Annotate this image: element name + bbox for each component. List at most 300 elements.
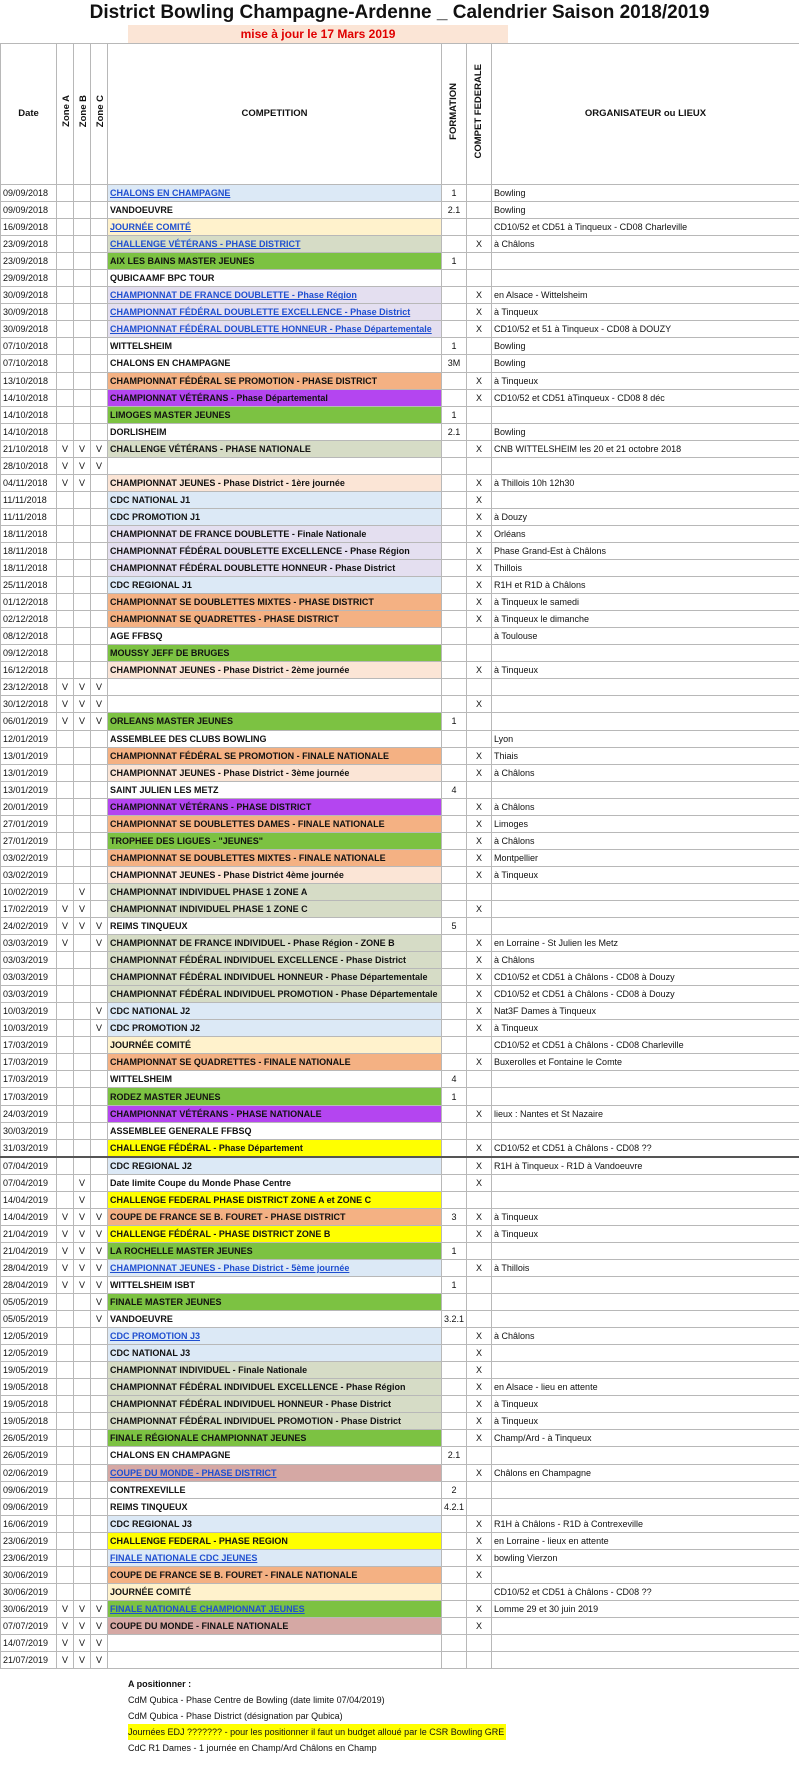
date-cell: 11/11/2018 xyxy=(1,491,57,508)
zone-a-cell xyxy=(57,202,74,219)
update-date-banner: mise à jour le 17 Mars 2019 xyxy=(128,25,508,43)
compet-federale-cell xyxy=(467,713,492,730)
zone-b-cell xyxy=(74,1362,91,1379)
table-row xyxy=(1,508,799,525)
competition-cell: CONTREXEVILLE xyxy=(108,1481,442,1498)
table-row xyxy=(1,560,799,577)
date-cell: 02/12/2018 xyxy=(1,611,57,628)
formation-cell: 1 xyxy=(442,713,467,730)
zone-b-cell xyxy=(74,798,91,815)
formation-cell xyxy=(442,1566,467,1583)
competition-cell: JOURNÉE COMITÉ xyxy=(108,1583,442,1600)
competition-cell[interactable]: FINALE NATIONALE CHAMPIONNAT JEUNES xyxy=(108,1600,442,1617)
zone-a-cell xyxy=(57,1157,74,1175)
organisateur-cell xyxy=(492,1191,799,1208)
table-row xyxy=(1,1652,799,1669)
table-row xyxy=(1,1430,799,1447)
formation-header: FORMATION xyxy=(442,44,467,185)
date-cell: 29/09/2018 xyxy=(1,270,57,287)
compet-federale-cell xyxy=(467,406,492,423)
competition-cell[interactable]: COUPE DU MONDE - PHASE DISTRICT xyxy=(108,1464,442,1481)
organisateur-cell: en Alsace - Wittelsheim xyxy=(492,287,799,304)
page-title: District Bowling Champagne-Ardenne _ Calendrier Saison 2018/2019 xyxy=(89,2,710,23)
zone-b-cell: V xyxy=(74,457,91,474)
zone-c-cell xyxy=(91,1566,108,1583)
zone-c-cell xyxy=(91,321,108,338)
competition-cell: CHAMPIONNAT INDIVIDUEL - Finale Nationale xyxy=(108,1362,442,1379)
formation-cell xyxy=(442,1515,467,1532)
zone-a-cell xyxy=(57,321,74,338)
competition-cell: CHAMPIONNAT JEUNES - Phase District - 1ère journée xyxy=(108,474,442,491)
date-cell: 07/04/2019 xyxy=(1,1174,57,1191)
table-row xyxy=(1,781,799,798)
zone-a-cell: V xyxy=(57,696,74,713)
formation-cell xyxy=(442,1532,467,1549)
zone-c-cell: V xyxy=(91,679,108,696)
competition-cell: CHAMPIONNAT JEUNES - Phase District 4ème journée xyxy=(108,866,442,883)
organisateur-cell: R1H à Châlons - R1D à Contrexeville xyxy=(492,1515,799,1532)
zone-a-cell xyxy=(57,747,74,764)
compet-federale-cell xyxy=(467,423,492,440)
date-cell: 03/02/2019 xyxy=(1,866,57,883)
competition-cell: CHAMPIONNAT JEUNES - Phase District - 3ème journée xyxy=(108,764,442,781)
zone-c-cell xyxy=(91,1464,108,1481)
zone-b-cell xyxy=(74,1020,91,1037)
zone-b-cell xyxy=(74,1379,91,1396)
date-cell: 30/12/2018 xyxy=(1,696,57,713)
competition-cell: CHAMPIONNAT SE DOUBLETTES DAMES - FINALE NATIONALE xyxy=(108,815,442,832)
competition-cell: CHAMPIONNAT FÉDÉRAL SE PROMOTION - FINALE NATIONALE xyxy=(108,747,442,764)
organisateur-cell: CD10/52 et CD51 à Tinqueux - CD08 Charleville xyxy=(492,219,799,236)
zone-a-cell xyxy=(57,1481,74,1498)
zone-a-cell xyxy=(57,1396,74,1413)
table-row xyxy=(1,1088,799,1105)
organisateur-cell xyxy=(492,1362,799,1379)
zone-c-cell: V xyxy=(91,1259,108,1276)
organisateur-cell xyxy=(492,645,799,662)
zone-a-cell xyxy=(57,866,74,883)
date-cell: 14/07/2019 xyxy=(1,1634,57,1651)
formation-cell: 4 xyxy=(442,781,467,798)
zone-a-cell xyxy=(57,1328,74,1345)
organisateur-cell: R1H à Tinqueux - R1D à Vandoeuvre xyxy=(492,1157,799,1175)
date-cell: 30/09/2018 xyxy=(1,321,57,338)
formation-cell xyxy=(442,236,467,253)
zone-c-cell xyxy=(91,1430,108,1447)
zone-a-cell xyxy=(57,1054,74,1071)
formation-cell xyxy=(442,1225,467,1242)
zone-c-cell xyxy=(91,253,108,270)
notes-lines xyxy=(128,1692,748,1756)
competition-cell: CHAMPIONNAT FÉDÉRAL INDIVIDUEL HONNEUR - Phase Départementale xyxy=(108,969,442,986)
compet-federale-cell xyxy=(467,781,492,798)
zone-c-cell xyxy=(91,1396,108,1413)
compet-federale-cell xyxy=(467,1071,492,1088)
formation-cell xyxy=(442,1549,467,1566)
organisateur-cell: à Tinqueux le samedi xyxy=(492,594,799,611)
zone-b-cell xyxy=(74,969,91,986)
table-row xyxy=(1,918,799,935)
formation-cell xyxy=(442,1379,467,1396)
zone-a-cell xyxy=(57,1583,74,1600)
compet-federale-cell xyxy=(467,1277,492,1294)
competition-cell: CHALLENGE FÉDÉRAL - Phase Département xyxy=(108,1139,442,1157)
date-cell: 09/09/2018 xyxy=(1,185,57,202)
date-cell: 28/04/2019 xyxy=(1,1277,57,1294)
organisateur-cell: CD10/52 et CD51 à Châlons - CD08 à Douzy xyxy=(492,986,799,1003)
table-row xyxy=(1,1447,799,1464)
date-cell: 27/01/2019 xyxy=(1,832,57,849)
formation-cell xyxy=(442,611,467,628)
competition-cell: VANDOEUVRE xyxy=(108,1311,442,1328)
date-cell: 25/11/2018 xyxy=(1,577,57,594)
compet-federale-cell: X xyxy=(467,1225,492,1242)
compet-federale-cell xyxy=(467,457,492,474)
competition-cell: CHAMPIONNAT INDIVIDUEL PHASE 1 ZONE C xyxy=(108,900,442,917)
organisateur-cell: CD10/52 et 51 à Tinqueux - CD08 à DOUZY xyxy=(492,321,799,338)
formation-cell xyxy=(442,1345,467,1362)
table-row xyxy=(1,798,799,815)
formation-cell: 3 xyxy=(442,1208,467,1225)
table-row xyxy=(1,1054,799,1071)
competition-cell: CHAMPIONNAT INDIVIDUEL PHASE 1 ZONE A xyxy=(108,883,442,900)
zone-b-cell xyxy=(74,1328,91,1345)
table-row xyxy=(1,1515,799,1532)
zone-c-cell xyxy=(91,270,108,287)
competition-cell: TROPHEE DES LIGUES - "JEUNES" xyxy=(108,832,442,849)
zone-a-cell xyxy=(57,1037,74,1054)
competition-cell[interactable]: CHAMPIONNAT DE FRANCE DOUBLETTE - Phase Région xyxy=(108,287,442,304)
table-row xyxy=(1,355,799,372)
compet-federale-cell: X xyxy=(467,1020,492,1037)
zone-a-cell: V xyxy=(57,1225,74,1242)
zone-a-cell xyxy=(57,185,74,202)
zone-b-cell xyxy=(74,1413,91,1430)
table-row xyxy=(1,883,799,900)
zone-b-cell xyxy=(74,270,91,287)
competition-cell: CHALONS EN CHAMPAGNE xyxy=(108,355,442,372)
formation-cell xyxy=(442,1583,467,1600)
compet-federale-cell xyxy=(467,1583,492,1600)
competition-cell: VANDOEUVRE xyxy=(108,202,442,219)
compet-federale-cell: X xyxy=(467,321,492,338)
date-cell: 10/03/2019 xyxy=(1,1020,57,1037)
organisateur-cell: CD10/52 et CD51 à Châlons - CD08 ?? xyxy=(492,1139,799,1157)
compet-federale-cell xyxy=(467,253,492,270)
zone-c-cell xyxy=(91,764,108,781)
formation-cell xyxy=(442,219,467,236)
formation-cell xyxy=(442,662,467,679)
zone-a-cell: V xyxy=(57,1208,74,1225)
organisateur-cell: à Thillois xyxy=(492,1259,799,1276)
date-cell: 10/03/2019 xyxy=(1,1003,57,1020)
competition-cell: CHAMPIONNAT FÉDÉRAL INDIVIDUEL EXCELLENCE - Phase District xyxy=(108,952,442,969)
zone-a-cell xyxy=(57,304,74,321)
zone-a-cell xyxy=(57,781,74,798)
zone-c-cell xyxy=(91,645,108,662)
compet-federale-cell xyxy=(467,1498,492,1515)
organisateur-cell: à Châlons xyxy=(492,236,799,253)
competition-cell[interactable]: CDC PROMOTION J3 xyxy=(108,1328,442,1345)
competition-cell[interactable]: CHAMPIONNAT FÉDÉRAL DOUBLETTE HONNEUR - Phase Départementale xyxy=(108,321,442,338)
zone-b-cell xyxy=(74,1515,91,1532)
formation-cell xyxy=(442,287,467,304)
date-cell: 16/09/2018 xyxy=(1,219,57,236)
date-cell: 21/07/2019 xyxy=(1,1652,57,1669)
formation-cell xyxy=(442,696,467,713)
organisateur-cell: Bowling xyxy=(492,202,799,219)
zone-c-cell xyxy=(91,1088,108,1105)
zone-c-cell: V xyxy=(91,1020,108,1037)
table-row xyxy=(1,1157,799,1175)
table-row xyxy=(1,1208,799,1225)
zone-a-cell xyxy=(57,1105,74,1122)
zone-a-cell xyxy=(57,560,74,577)
zone-b-cell: V xyxy=(74,900,91,917)
competition-cell[interactable]: JOURNÉE COMITÉ xyxy=(108,219,442,236)
compet-federale-cell: X xyxy=(467,1617,492,1634)
zone-b-cell: V xyxy=(74,1634,91,1651)
table-row xyxy=(1,747,799,764)
zone-a-cell: V xyxy=(57,1634,74,1651)
zone-c-cell xyxy=(91,662,108,679)
formation-cell xyxy=(442,1294,467,1311)
competition-cell: CHAMPIONNAT FÉDÉRAL SE PROMOTION - PHASE DISTRICT xyxy=(108,372,442,389)
table-row xyxy=(1,304,799,321)
organisateur-cell xyxy=(492,1294,799,1311)
date-cell: 21/04/2019 xyxy=(1,1225,57,1242)
date-cell: 06/01/2019 xyxy=(1,713,57,730)
competition-cell: CHAMPIONNAT SE DOUBLETTES MIXTES - FINALE NATIONALE xyxy=(108,849,442,866)
competition-cell: CHAMPIONNAT FÉDÉRAL DOUBLETTE EXCELLENCE - Phase Région xyxy=(108,542,442,559)
competition-cell[interactable]: FINALE NATIONALE CDC JEUNES xyxy=(108,1549,442,1566)
organisateur-cell: Thillois xyxy=(492,560,799,577)
date-cell: 18/11/2018 xyxy=(1,542,57,559)
zone-a-header: Zone A xyxy=(57,44,74,185)
table-row xyxy=(1,321,799,338)
organisateur-cell: Bowling xyxy=(492,423,799,440)
zone-b-cell xyxy=(74,594,91,611)
formation-cell xyxy=(442,1464,467,1481)
competition-cell: FINALE RÉGIONALE CHAMPIONNAT JEUNES xyxy=(108,1430,442,1447)
date-cell: 28/10/2018 xyxy=(1,457,57,474)
zone-b-cell xyxy=(74,560,91,577)
zone-c-cell xyxy=(91,1583,108,1600)
zone-c-cell xyxy=(91,730,108,747)
zone-b-cell xyxy=(74,355,91,372)
organisateur-cell xyxy=(492,900,799,917)
competition-cell: CHAMPIONNAT JEUNES - Phase District - 2ème journée xyxy=(108,662,442,679)
competition-cell: CDC NATIONAL J3 xyxy=(108,1345,442,1362)
table-row xyxy=(1,474,799,491)
compet-federale-cell: X xyxy=(467,1515,492,1532)
zone-b-cell: V xyxy=(74,713,91,730)
zone-c-cell xyxy=(91,1515,108,1532)
zone-c-cell xyxy=(91,1157,108,1175)
table-row xyxy=(1,287,799,304)
formation-cell xyxy=(442,1617,467,1634)
zone-b-cell xyxy=(74,1003,91,1020)
competition-cell: CHALONS EN CHAMPAGNE xyxy=(108,1447,442,1464)
formation-cell xyxy=(442,1600,467,1617)
table-row xyxy=(1,1122,799,1139)
competition-cell xyxy=(108,457,442,474)
organisateur-cell: à Thillois 10h 12h30 xyxy=(492,474,799,491)
calendar-table xyxy=(0,43,799,1669)
organisateur-cell: à Châlons xyxy=(492,832,799,849)
table-row xyxy=(1,1617,799,1634)
organisateur-cell: Bowling xyxy=(492,185,799,202)
formation-cell xyxy=(442,832,467,849)
table-row xyxy=(1,1037,799,1054)
organisateur-cell xyxy=(492,1652,799,1669)
table-row xyxy=(1,1242,799,1259)
competition-cell[interactable]: CHAMPIONNAT FÉDÉRAL DOUBLETTE EXCELLENCE - Phase District xyxy=(108,304,442,321)
date-cell: 14/10/2018 xyxy=(1,406,57,423)
compet-federale-cell: X xyxy=(467,1396,492,1413)
zone-a-cell xyxy=(57,628,74,645)
competition-cell: CDC NATIONAL J2 xyxy=(108,1003,442,1020)
zone-a-cell xyxy=(57,611,74,628)
zone-b-cell xyxy=(74,1071,91,1088)
date-cell: 07/04/2019 xyxy=(1,1157,57,1175)
compet-federale-cell: X xyxy=(467,764,492,781)
compet-federale-cell xyxy=(467,918,492,935)
competition-cell: LIMOGES MASTER JEUNES xyxy=(108,406,442,423)
formation-cell: 5 xyxy=(442,918,467,935)
competition-cell: CHALLENGE VÉTÉRANS - PHASE NATIONALE xyxy=(108,440,442,457)
date-cell: 02/06/2019 xyxy=(1,1464,57,1481)
header-row xyxy=(1,44,799,185)
compet-federale-cell: X xyxy=(467,1464,492,1481)
table-row xyxy=(1,815,799,832)
formation-cell: 3.2.1 xyxy=(442,1311,467,1328)
date-cell: 31/03/2019 xyxy=(1,1139,57,1157)
table-row xyxy=(1,1311,799,1328)
formation-cell xyxy=(442,815,467,832)
organisateur-cell: Montpellier xyxy=(492,849,799,866)
date-cell: 28/04/2019 xyxy=(1,1259,57,1276)
table-row xyxy=(1,1413,799,1430)
competition-cell: DORLISHEIM xyxy=(108,423,442,440)
formation-cell: 1 xyxy=(442,338,467,355)
notes-section xyxy=(128,1676,748,1756)
date-cell: 01/12/2018 xyxy=(1,594,57,611)
organisateur-cell xyxy=(492,1122,799,1139)
formation-cell xyxy=(442,1105,467,1122)
zone-a-cell xyxy=(57,730,74,747)
zone-a-cell xyxy=(57,1379,74,1396)
competition-cell xyxy=(108,1652,442,1669)
zone-b-cell xyxy=(74,781,91,798)
formation-cell xyxy=(442,764,467,781)
table-row xyxy=(1,1259,799,1276)
competition-cell: AIX LES BAINS MASTER JEUNES xyxy=(108,253,442,270)
zone-b-cell xyxy=(74,389,91,406)
zone-a-cell xyxy=(57,525,74,542)
zone-a-cell xyxy=(57,338,74,355)
zone-a-cell: V xyxy=(57,1277,74,1294)
zone-b-cell xyxy=(74,304,91,321)
zone-a-cell xyxy=(57,1498,74,1515)
organisateur-cell xyxy=(492,781,799,798)
zone-a-cell xyxy=(57,986,74,1003)
zone-c-cell xyxy=(91,969,108,986)
formation-cell xyxy=(442,542,467,559)
compet-federale-cell: X xyxy=(467,849,492,866)
competition-cell: REIMS TINQUEUX xyxy=(108,918,442,935)
zone-c-cell xyxy=(91,1413,108,1430)
zone-a-cell xyxy=(57,406,74,423)
date-cell: 26/05/2019 xyxy=(1,1430,57,1447)
calendar-body xyxy=(1,185,799,1669)
table-row xyxy=(1,969,799,986)
compet-federale-cell xyxy=(467,1242,492,1259)
compet-federale-cell: X xyxy=(467,815,492,832)
competition-cell[interactable]: CHALONS EN CHAMPAGNE xyxy=(108,185,442,202)
table-row xyxy=(1,1362,799,1379)
date-cell: 30/06/2019 xyxy=(1,1566,57,1583)
zone-b-cell xyxy=(74,1105,91,1122)
zone-b-cell xyxy=(74,1481,91,1498)
competition-cell: CHAMPIONNAT FÉDÉRAL INDIVIDUEL PROMOTION - Phase Départementale xyxy=(108,986,442,1003)
zone-b-cell: V xyxy=(74,1242,91,1259)
date-header: Date xyxy=(1,44,57,185)
competition-cell[interactable]: CHAMPIONNAT JEUNES - Phase District - 5ème journée xyxy=(108,1259,442,1276)
zone-a-cell xyxy=(57,645,74,662)
zone-c-cell xyxy=(91,1328,108,1345)
zone-a-cell xyxy=(57,1464,74,1481)
zone-a-cell xyxy=(57,832,74,849)
zone-b-cell xyxy=(74,952,91,969)
formation-cell: 3M xyxy=(442,355,467,372)
organisateur-cell: à Châlons xyxy=(492,798,799,815)
zone-c-cell xyxy=(91,491,108,508)
competition-cell[interactable]: CHALLENGE VÉTÉRANS - PHASE DISTRICT xyxy=(108,236,442,253)
organisateur-cell xyxy=(492,406,799,423)
organisateur-cell xyxy=(492,1481,799,1498)
organisateur-cell: Thiais xyxy=(492,747,799,764)
date-cell: 09/09/2018 xyxy=(1,202,57,219)
organisateur-cell: Champ/Ard - à Tinqueux xyxy=(492,1430,799,1447)
zone-c-cell xyxy=(91,900,108,917)
organisateur-cell: Orléans xyxy=(492,525,799,542)
competition-cell: COUPE DE FRANCE SE B. FOURET - FINALE NATIONALE xyxy=(108,1566,442,1583)
zone-c-cell: V xyxy=(91,1311,108,1328)
zone-c-cell xyxy=(91,1447,108,1464)
date-cell: 19/05/2018 xyxy=(1,1379,57,1396)
table-row xyxy=(1,645,799,662)
table-row xyxy=(1,1396,799,1413)
compet-federale-cell: X xyxy=(467,1362,492,1379)
compet-federale-cell xyxy=(467,1191,492,1208)
competition-cell: CHAMPIONNAT VÉTÉRANS - Phase Départemental xyxy=(108,389,442,406)
zone-a-cell xyxy=(57,883,74,900)
zone-b-cell xyxy=(74,253,91,270)
date-cell: 12/01/2019 xyxy=(1,730,57,747)
formation-cell xyxy=(442,935,467,952)
date-cell: 26/05/2019 xyxy=(1,1447,57,1464)
organisateur-cell: à Tinqueux xyxy=(492,866,799,883)
zone-b-cell xyxy=(74,1088,91,1105)
formation-cell xyxy=(442,1054,467,1071)
table-row xyxy=(1,372,799,389)
zone-b-cell: V xyxy=(74,1174,91,1191)
organisateur-cell: CNB WITTELSHEIM les 20 et 21 octobre 2018 xyxy=(492,440,799,457)
zone-c-cell: V xyxy=(91,1003,108,1020)
table-row xyxy=(1,1174,799,1191)
organisateur-cell: à Châlons xyxy=(492,952,799,969)
